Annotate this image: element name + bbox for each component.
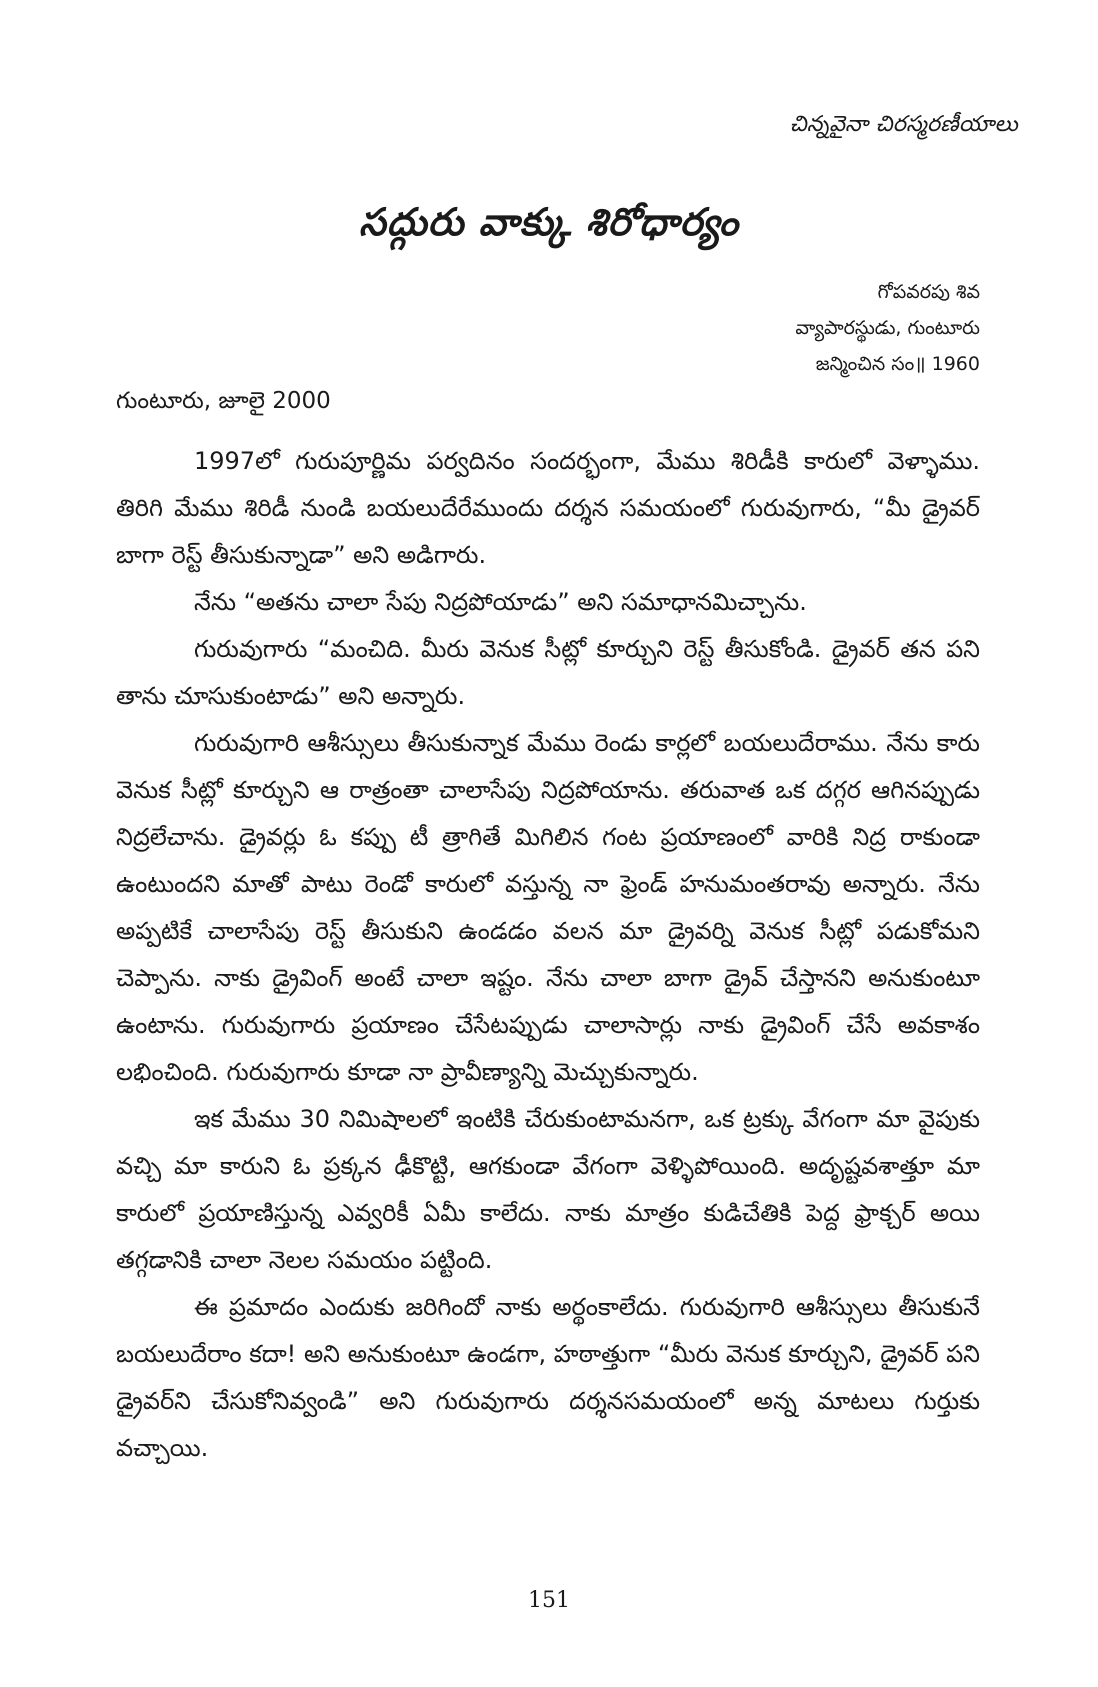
author-birth-year: జన్మించిన సం॥ 1960 [815, 353, 980, 375]
chapter-title: సద్గురు వాక్కు శిరోధార్యం [359, 200, 739, 244]
author-profession: వ్యాపారస్థుడు, గుంటూరు [795, 317, 980, 339]
page-number: 151 [528, 1588, 570, 1613]
body-text [116, 438, 980, 1472]
paragraph: నేను “అతను చాలా సేపు నిద్రపోయాడు” అని సమాధానమిచ్చాను. [194, 588, 807, 616]
paragraph: గురువుగారి ఆశీస్సులు తీసుకున్నాక మేము రెండు కార్లలో బయలుదేరాము. నేను కారు వెనుక సీట్లో కూర్చుని ఆ రాత్రంతా చాలాసేపు నిద్రపోయాను. తరువాత ఒక దగ్గర ఆగినప్పుడు నిద్రలేచాను. డ్రైవర్లు ఓ కప్పు టీ త్రాగితే మిగిలిన గంట ప్రయాణంలో వారికి నిద్ర రాకుండా ఉంటుందని మాతో పాటు రెండో కారులో వస్తున్న నా ఫ్రెండ్ హనుమంతరావు అన్నారు. నేను అప్పటికే చాలాసేపు రెస్ట్ తీసుకుని ఉండడం వలన మా డ్రైవర్ని వెనుక సీట్లో పడుకోమని చెప్పాను. నాకు డ్రైవింగ్ అంటే చాలా ఇష్టం. నేను చాలా బాగా డ్రైవ్ చేస్తానని అనుకుంటూ ఉంటాను. గురువుగారు ప్రయాణం చేసేటప్పుడు చాలాసార్లు నాకు డ్రైవింగ్ చేసే అవకాశం లభించింది. గురువుగారు కూడా నా ప్రావీణ్యాన్ని మెచ్చుకున్నారు. [116, 729, 980, 1086]
paragraph: 1997లో గురుపూర్ణిమ పర్వదినం సందర్భంగా, మేము శిరిడీకి కారులో వెళ్ళాము. తిరిగి మేము శిరిడీ నుండి బయలుదేరేముందు దర్శన సమయంలో గురువుగారు, “మీ డ్రైవర్ బాగా రెస్ట్ తీసుకున్నాడా” అని అడిగారు. [116, 447, 980, 569]
paragraph: ఈ ప్రమాదం ఎందుకు జరిగిందో నాకు అర్థంకాలేదు. గురువుగారి ఆశీస్సులు తీసుకునే బయలుదేరాం కదా! అని అనుకుంటూ ఉండగా, హఠాత్తుగా “మీరు వెనుక కూర్చుని, డ్రైవర్ పని డ్రైవర్‌ని చేసుకోనివ్వండి” అని గురువుగారు దర్శనసమయంలో అన్న మాటలు గుర్తుకు వచ్చాయి. [116, 1293, 980, 1462]
author-block [795, 274, 980, 382]
paragraph: ఇక మేము 30 నిమిషాలలో ఇంటికి చేరుకుంటామనగా, ఒక ట్రక్కు వేగంగా మా వైపుకు వచ్చి మా కారుని ఓ ప్రక్కన ఢీకొట్టి, ఆగకుండా వేగంగా వెళ్ళిపోయింది. అదృష్టవశాత్తూ మా కారులో ప్రయాణిస్తున్న ఎవ్వరికీ ఏమీ కాలేదు. నాకు మాత్రం కుడిచేతికి పెద్ద ఫ్రాక్చర్ అయి తగ్గడానికి చాలా నెలల సమయం పట్టింది. [116, 1105, 980, 1274]
author-name: గోపవరపు శివ [877, 281, 980, 303]
paragraph: గురువుగారు “మంచిది. మీరు వెనుక సీట్లో కూర్చుని రెస్ట్ తీసుకోండి. డ్రైవర్ తన పని తాను చూసుకుంటాడు” అని అన్నారు. [116, 635, 980, 710]
running-header: చిన్నవైనా చిరస్మరణీయాలు [789, 112, 1018, 137]
place-date: గుంటూరు, జూలై 2000 [116, 388, 331, 414]
